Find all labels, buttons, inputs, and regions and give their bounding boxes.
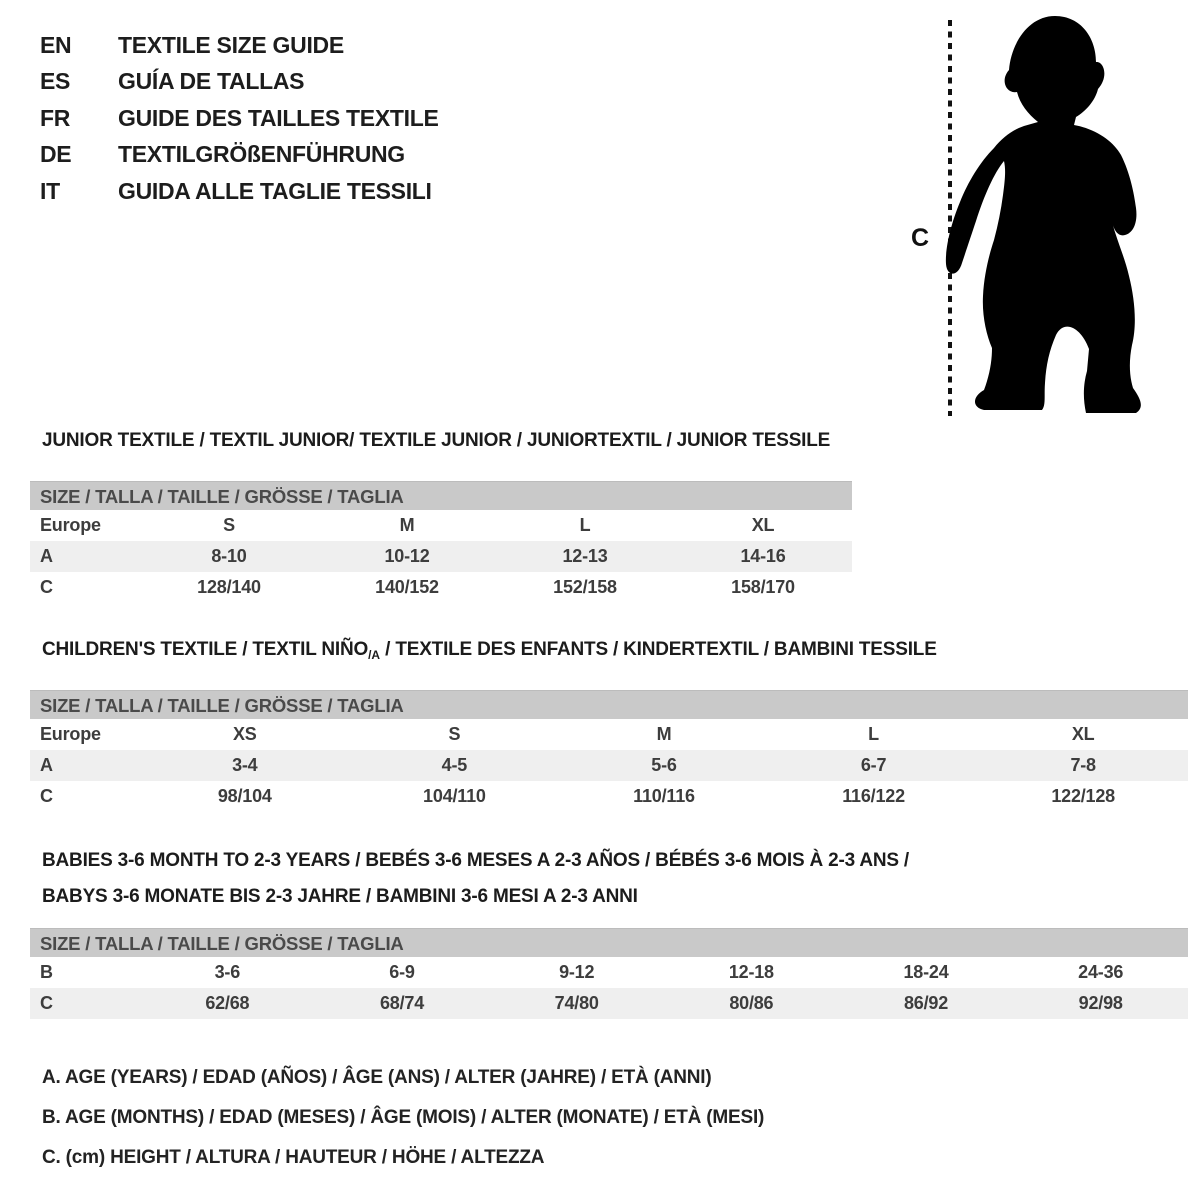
table-row (30, 572, 852, 603)
table-cell: 158/170 (731, 577, 795, 597)
language-code: EN (40, 31, 72, 58)
height-label: C (911, 224, 930, 252)
legend (42, 1058, 764, 1178)
row-label: C (40, 577, 53, 597)
row-label: A (40, 755, 53, 775)
table-cell: L (868, 724, 879, 744)
section-title-subscript: /A (368, 648, 381, 662)
section-title-text: CHILDREN'S TEXTILE / TEXTIL NIÑO (42, 639, 369, 660)
legend-line-c: C. (cm) HEIGHT / ALTURA / HAUTEUR / HÖHE / ALTEZZA (42, 1147, 545, 1168)
language-row (40, 27, 439, 64)
table-row (30, 510, 852, 541)
table-cell: 6-7 (860, 755, 887, 775)
language-code: ES (40, 68, 71, 95)
row-label: A (40, 546, 53, 566)
table-cell: 80/86 (729, 993, 774, 1013)
section-title-line: BABIES 3-6 MONTH TO 2-3 YEARS / BEBÉS 3-6 MESES A 2-3 AÑOS / BÉBÉS 3-6 MOIS À 2-3 ANS / (42, 850, 910, 871)
table-cell: 24-36 (1078, 962, 1124, 982)
table-cell: 8-10 (211, 546, 247, 566)
language-code: DE (40, 141, 72, 168)
table-cell: 86/92 (904, 993, 949, 1013)
language-row (40, 64, 439, 101)
table-row (30, 988, 1188, 1019)
table-cell: 18-24 (903, 962, 949, 982)
table-cell: M (399, 515, 415, 535)
table-cell: XS (232, 724, 257, 744)
table-cell: 6-9 (389, 962, 415, 982)
table-row (30, 719, 1188, 750)
table-cell: 12-18 (728, 962, 774, 982)
legend-line-a: A. AGE (YEARS) / EDAD (AÑOS) / ÂGE (ANS) / ALTER (JAHRE) / ETÀ (ANNI) (42, 1067, 712, 1088)
language-title: GUIDE DES TAILLES TEXTILE (118, 104, 439, 131)
table-cell: 74/80 (554, 993, 599, 1013)
table-row (30, 750, 1188, 781)
table-cell: 128/140 (197, 577, 261, 597)
table-cell: 12-13 (562, 546, 608, 566)
table-cell: 98/104 (217, 786, 272, 806)
table-cell: L (579, 515, 591, 535)
table-cell: XL (751, 515, 775, 535)
table-cell: S (223, 515, 235, 535)
section-title-babies (42, 843, 909, 915)
language-code: FR (40, 104, 71, 131)
table-row (30, 957, 1188, 988)
language-title: TEXTILGRÖßENFÜHRUNG (118, 141, 405, 168)
language-row (40, 137, 439, 174)
table-cell: 68/74 (379, 993, 425, 1013)
table-cell: S (448, 724, 461, 744)
table-cell: 122/128 (1051, 786, 1115, 806)
language-list (40, 27, 439, 210)
table-cell: 110/116 (633, 786, 695, 806)
toddler-figure (905, 0, 1200, 430)
babies-size-table (30, 928, 1188, 1019)
toddler-silhouette-icon (946, 16, 1141, 413)
section-title-text: / TEXTILE DES ENFANTS / KINDERTEXTIL / BAMBINI TESSILE (380, 639, 937, 660)
table-cell: 140/152 (375, 577, 439, 597)
table-cell: 62/68 (205, 993, 250, 1013)
language-title: GUIDA ALLE TAGLIE TESSILI (118, 177, 432, 204)
language-title: GUÍA DE TALLAS (118, 68, 305, 95)
section-title-junior: JUNIOR TEXTILE / TEXTIL JUNIOR/ TEXTILE JUNIOR / JUNIORTEXTIL / JUNIOR TESSILE (42, 430, 831, 451)
section-title-line: BABYS 3-6 MONATE BIS 2-3 JAHRE / BAMBINI 3-6 MESI A 2-3 ANNI (42, 886, 638, 907)
row-label: B (40, 962, 53, 982)
table-cell: 9-12 (559, 962, 595, 982)
row-label: Europe (40, 515, 101, 535)
table-cell: 10-12 (384, 546, 430, 566)
table-cell: 7-8 (1070, 755, 1096, 775)
legend-line-b: B. AGE (MONTHS) / EDAD (MESES) / ÂGE (MOIS) / ALTER (MONATE) / ETÀ (MESI) (42, 1107, 765, 1128)
language-title: TEXTILE SIZE GUIDE (118, 31, 344, 58)
table-cell: 92/98 (1078, 993, 1123, 1013)
table-cell: 3-4 (232, 755, 258, 775)
junior-size-table (30, 481, 852, 603)
table-cell: 152/158 (553, 577, 617, 597)
size-header-bar: SIZE / TALLA / TAILLE / GRÖSSE / TAGLIA (30, 928, 1188, 957)
language-code: IT (40, 177, 60, 204)
size-header-bar: SIZE / TALLA / TAILLE / GRÖSSE / TAGLIA (30, 690, 1188, 719)
table-cell: 116/122 (842, 786, 905, 806)
table-cell: 5-6 (651, 755, 677, 775)
section-title-children (42, 639, 937, 661)
row-label: Europe (40, 724, 101, 744)
table-cell: XL (1071, 724, 1095, 744)
table-cell: 14-16 (740, 546, 786, 566)
language-row (40, 100, 439, 137)
table-cell: 3-6 (214, 962, 241, 982)
table-row (30, 781, 1188, 812)
row-label: C (40, 786, 53, 806)
size-header-bar: SIZE / TALLA / TAILLE / GRÖSSE / TAGLIA (30, 481, 852, 510)
table-cell: 4-5 (441, 755, 468, 775)
row-label: C (40, 993, 53, 1013)
table-row (30, 541, 852, 572)
children-size-table (30, 690, 1188, 812)
language-row (40, 173, 439, 210)
table-cell: 104/110 (423, 786, 486, 806)
table-cell: M (656, 724, 672, 744)
